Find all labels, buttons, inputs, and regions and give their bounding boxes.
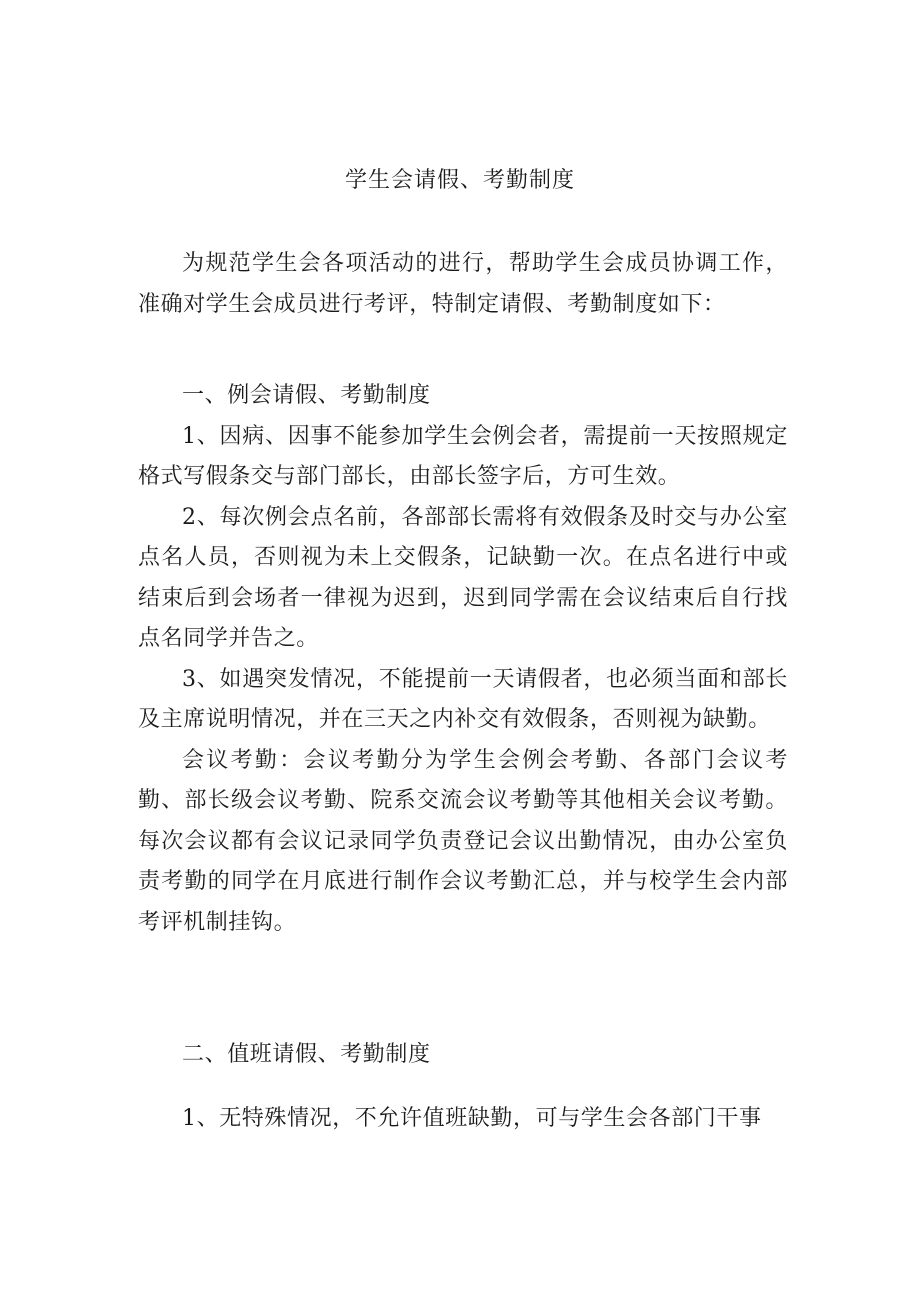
document-title: 学生会请假、考勤制度	[344, 168, 575, 193]
intro-block	[138, 244, 788, 325]
section-1-item-1: 1、因病、因事不能参加学生会例会者，需提前一天按照规定格式写假条交与部门部长，由部长签字后，方可生效。	[138, 423, 788, 489]
section-2-item-1: 1、无特殊情况，不允许值班缺勤，可与学生会各部门干事	[182, 1106, 762, 1131]
section-1	[138, 376, 788, 943]
section-2-heading: 二、值班请假、考勤制度	[182, 1042, 431, 1067]
section-2	[138, 1035, 788, 1076]
section-2-items	[138, 1099, 788, 1140]
section-1-meeting-attendance: 会议考勤：会议考勤分为学生会例会考勤、各部门会议考勤、部长级会议考勤、院系交流会议考勤等其他相关会议考勤。每次会议都有会议记录同学负责登记会议出勤情况，由办公室负责考勤的同学在月底进行制作会议考勤汇总，并与校学生会内部考评机制挂钩。	[138, 747, 788, 935]
intro-paragraph: 为规范学生会各项活动的进行，帮助学生会成员协调工作，准确对学生会成员进行考评，特制定请假、考勤制度如下：	[138, 251, 788, 317]
section-1-item-3: 3、如遇突发情况，不能提前一天请假者，也必须当面和部长及主席说明情况，并在三天之内补交有效假条，否则视为缺勤。	[138, 666, 788, 732]
section-1-item-2: 2、每次例会点名前，各部部长需将有效假条及时交与办公室点名人员，否则视为未上交假条，记缺勤一次。在点名进行中或结束后到会场者一律视为迟到，迟到同学需在会议结束后自行找点名同学并告之。	[138, 504, 788, 651]
section-1-heading: 一、例会请假、考勤制度	[182, 383, 431, 408]
